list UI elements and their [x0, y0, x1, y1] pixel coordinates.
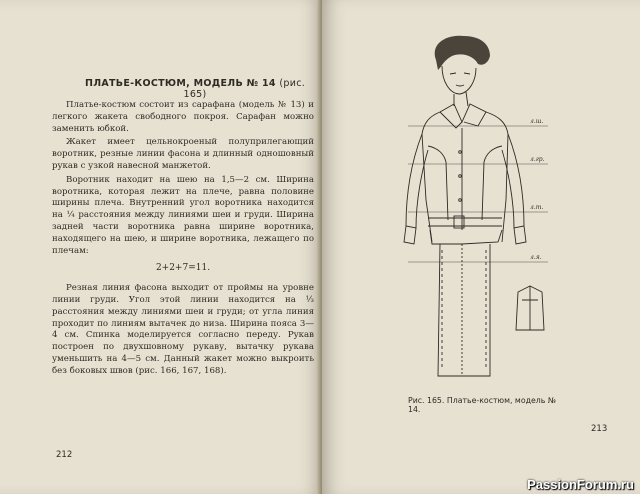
figure-drawing — [404, 36, 548, 376]
label-hip-line: л.я. — [530, 254, 542, 261]
section-title — [80, 78, 310, 100]
paragraph: Резная линия фасона выходит от проймы на уровне линии груди. Угол этой линии находится на ⅓ расстояния между линиями шеи и груди; от угла линия проходит по линиям вытачек до низа. Ширина пояса 3—4 см. Спинка моделируется согласно переду. Рукав построен по двухшовному рукаву, вытачку рукава уменьшить на 4—5 см. Данный жакет можно выкроить без боковых швов (рис. 166, 167, 168). — [52, 283, 314, 376]
page-number-left: 212 — [56, 450, 73, 460]
paragraph: Платье-костюм состоит из сарафана (модель № 13) и легкого жакета свободного покроя. Сарафан можно заменить юбкой. — [52, 100, 314, 134]
title-figure-ref: (рис. 165) — [183, 78, 306, 100]
label-neck-line: л.ш. — [530, 118, 544, 125]
page-number-right: 213 — [591, 424, 608, 434]
paragraph: Жакет имеет цельнокроеный полуприлегающий воротник, резные линии фасона и длинный одношовный рукав с узкой навесной манжетой. — [52, 137, 314, 171]
title-main: ПЛАТЬЕ-КОСТЮМ, МОДЕЛЬ № 14 — [84, 78, 276, 89]
body-text — [52, 100, 314, 380]
label-waist-line: л.т. — [530, 204, 544, 211]
label-chest-line: л.гр. — [530, 156, 545, 163]
jacket-illustration — [398, 30, 558, 390]
figure-caption: Рис. 165. Платье-костюм, модель № 14. — [408, 396, 556, 414]
watermark: PassionForum.ru — [527, 477, 634, 492]
paragraph: Воротник находит на шею на 1,5—2 см. Ширина воротника, которая лежит на плече, равна половине ширины плеча. Внутренний угол воротника находится на ¼ расстояния между линиями шеи и груди. Ширина задней части воротника равна ширине воротника, находящего на шею, и ширине воротника, лежащего по плечам: — [52, 174, 314, 256]
formula: 2+2+7=11. — [155, 263, 211, 274]
